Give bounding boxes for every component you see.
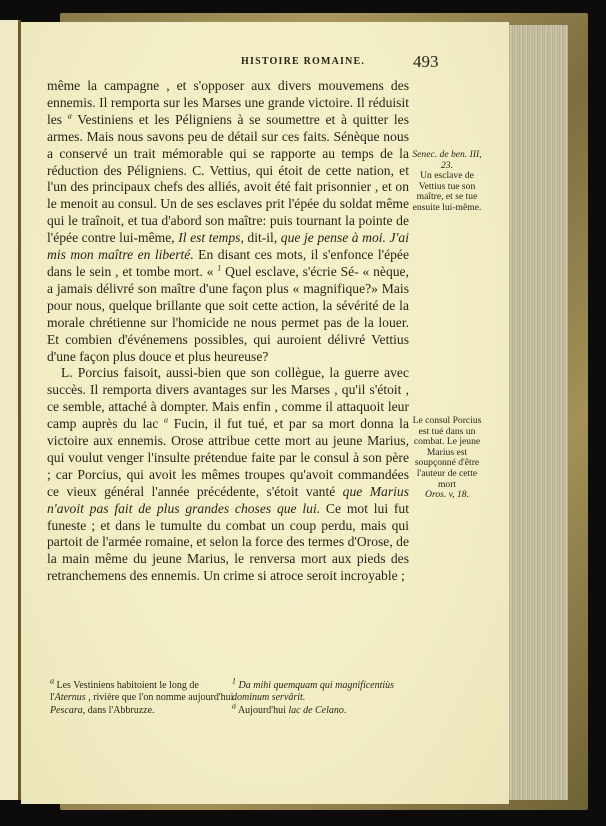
italic-term: Aternus	[54, 692, 86, 704]
margin-note-2	[412, 416, 482, 501]
margin-citation: Oros. v, 18.	[425, 489, 469, 501]
page-fore-edge	[508, 25, 568, 800]
latin-quote: Da mihi quemquam qui magnificentiùs dominum servârit.	[232, 680, 395, 704]
facing-page-edge	[0, 20, 20, 800]
footnote-1	[232, 676, 412, 705]
footnote-mark: 1	[232, 676, 236, 686]
body-text	[47, 78, 409, 585]
text-run: Vestiniens et les Péligniens à se soumettre et à quitter les armes. Mais nous savons peu de détail sur ces faits. Sénèque nous a conservé un trait mémorable qui se rapporte au temps de la réduction des Péligniens. C. Vettius, qui étoit de cette nation, et l'un des principaux chefs des alliés, avoit été fait prisonnier , et on le menoit au consul. Un de ses esclaves prit l'épée du soldat même qui le traînoit, et tua d'abord son maître: puis tournant la pointe de l'épée contre lui-même,	[47, 111, 409, 246]
text-run: Ce mot lui fut funeste ; et dans le tumulte du combat un coup perdu, mais qui partoit de l'armée romaine, et selon la force des termes d'Orose, de la main même du jeune Marius, le renversa mort aux pieds des retranchemens des ennemis. Un crime si atroce seroit incroyable ;	[47, 500, 410, 584]
running-title: HISTOIRE ROMAINE.	[241, 56, 366, 67]
text-run: , rivière que l'on nomme aujourd'hui	[85, 692, 234, 704]
text-run: .	[343, 704, 347, 716]
footnote-ref-1: 1	[217, 263, 222, 273]
text-run: Quel esclave, s'écrie Sé- « nèque, a jamais délivré son maître d'une façon plus « magnifique?» Mais pour nous, quelque brillante que soit cette action, la sévérité de la morale chrétienne sur l'homicide ne nous permet pas de la louer. Et combien d'événemens possibles, qui auroient délivré Vettius d'une façon plus douce et plus heureuse?	[47, 263, 409, 364]
footnote-a	[232, 701, 412, 717]
text-run: , dit-il,	[240, 230, 281, 246]
page-header	[21, 53, 509, 77]
margin-summary: Un esclave de Vettius tue son maître, et se tue ensuite lui-même.	[412, 170, 482, 213]
text-run: L. Porcius faisoit, aussi-bien que son collègue, la guerre avec succès. Il remporta divers avantages sur les Marses , qu'il s'étoit , ce semble, attaché à dompter. Mais enfin , comme il attaquoit leur camp auprès du lac	[47, 365, 409, 432]
footnote-left	[50, 676, 235, 717]
footnote-ref-a: a	[67, 111, 72, 121]
italic-quote: Il est temps	[178, 230, 241, 246]
margin-citation: Senec. de ben. III, 23.	[412, 149, 482, 171]
italic-quote: que je pense à moi. J'ai mis mon maître en liberté.	[47, 230, 410, 263]
italic-quote: que Marius n'avoit pas fait de plus grandes choses que lui.	[47, 483, 409, 516]
footnote-ref-a: a	[164, 415, 169, 425]
text-run: Les Vestiniens habitoient le long de l'	[50, 680, 199, 704]
italic-term: Pescara	[50, 704, 83, 716]
margin-summary: Le consul Porcius est tué dans un combat. Le jeune Marius est soupçonné d'être l'auteur de cette mort	[412, 415, 482, 490]
text-run: , dans l'Abbruzze.	[82, 704, 155, 716]
paragraph-2	[47, 365, 409, 585]
text-run: même la campagne , et s'opposer aux divers mouvemens des ennemis. Il remporta sur les Marses une grande victoire. Il réduisit les	[47, 78, 409, 127]
page-number: 493	[413, 52, 439, 71]
footnote-right	[232, 676, 412, 717]
footnote-mark: a	[50, 676, 54, 686]
text-run: Fucin, il fut tué, et par sa mort donna la victoire aux ennemis. Orose attribue cette mort au jeune Marius, qui voulut venger l'insulte prétendue faite par le consul à son père ; car Porcius, qui avoit les mêmes troupes qu'avoit commandées ce vieux général l'année précédente, s'étoit vanté	[47, 416, 409, 499]
margin-note-1	[412, 150, 482, 214]
text-run: En disant ces mots, il s'enfonce l'épée dans le sein , et tombe mort. «	[47, 247, 409, 279]
paragraph-1	[47, 78, 409, 365]
text-run: Aujourd'hui	[236, 704, 289, 716]
footnote-mark: a	[232, 701, 236, 711]
italic-term: lac de Celano	[288, 704, 344, 716]
